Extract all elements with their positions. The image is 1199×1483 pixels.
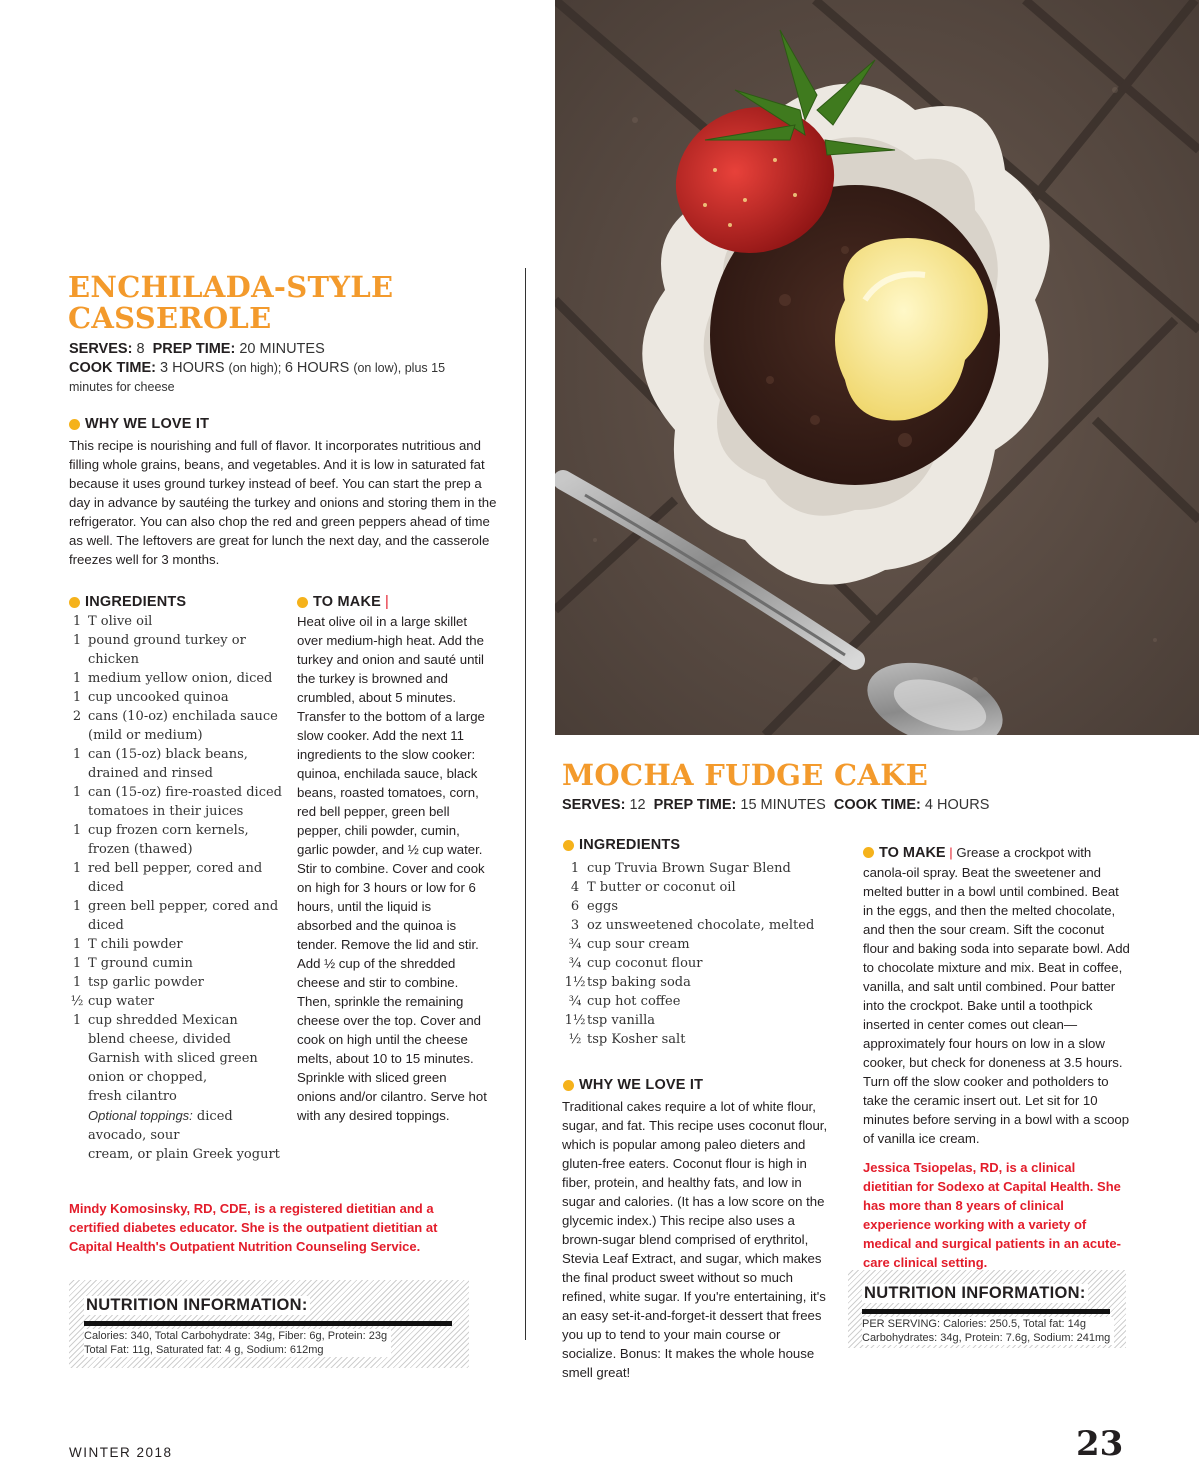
ingredient-row: [66, 783, 286, 802]
mocha-make-block: [863, 843, 1131, 1148]
ingredient-qty: [66, 1049, 88, 1068]
ingredient-qty: ¾: [568, 994, 582, 1009]
optional-line2: avocado, sour: [88, 1128, 180, 1143]
ingredient-qty: [66, 840, 88, 859]
make-separator: |: [385, 594, 389, 610]
ingredient-qty: 1½: [564, 975, 586, 990]
ingredient-item: medium yellow onion, diced: [88, 671, 273, 686]
ingredient-item: cup sour cream: [587, 937, 690, 952]
mocha-nutrition-rule: [862, 1309, 1110, 1314]
enchilada-why-heading: WHY WE LOVE IT: [69, 416, 209, 432]
cook-value-b: 6 HOURS: [284, 360, 350, 376]
ingredient-qty: 1: [72, 633, 82, 648]
cook-value-a: 3 HOURS: [160, 360, 225, 376]
ingredient-row: [66, 1087, 286, 1106]
ingredient-row: [66, 1030, 286, 1049]
ingredient-row: [66, 631, 286, 650]
ingredient-qty: [66, 1087, 88, 1106]
ingredient-qty: 6: [570, 899, 580, 914]
ingredient-item: green bell pepper, cored and: [88, 899, 279, 914]
ingredient-qty: 1: [72, 747, 82, 762]
ingredient-item: cup water: [88, 994, 155, 1009]
ingredient-qty: [66, 802, 88, 821]
serves-label: SERVES:: [69, 341, 133, 357]
ingredient-qty: 2: [72, 709, 82, 724]
ingredient-row: [66, 1011, 286, 1030]
cake-photo-illustration: [555, 0, 1199, 735]
mocha-title: MOCHA FUDGE CAKE: [562, 758, 929, 792]
ingredient-qty: 1: [72, 671, 82, 686]
cook-value-b-note: (on low), plus 15: [353, 361, 446, 375]
ingredient-row: [563, 973, 853, 992]
ingredient-qty: 1: [72, 785, 82, 800]
ingredient-row: [563, 878, 853, 897]
bullet-dot-icon: [297, 597, 308, 608]
ingredient-row: [66, 1049, 286, 1068]
optional-label: Optional toppings:: [88, 1108, 193, 1123]
mocha-serves-label: SERVES:: [562, 797, 626, 813]
ingredient-item: cup hot coffee: [587, 994, 681, 1009]
ingredient-row: [66, 935, 286, 954]
ingredient-qty: [66, 878, 88, 897]
mocha-ingredients-list: [563, 859, 853, 1049]
ingredient-item: oz unsweetened chocolate, melted: [587, 918, 815, 933]
ingredient-item: frozen (thawed): [88, 842, 193, 857]
nutrition-heading: NUTRITION INFORMATION:: [86, 1296, 308, 1314]
ingredient-item: cup coconut flour: [587, 956, 703, 971]
ingredient-row: [66, 669, 286, 688]
ingredient-item: T ground cumin: [88, 956, 193, 971]
serves-value: 8: [136, 341, 145, 357]
ingredient-qty: [66, 1068, 88, 1087]
ingredient-row: [66, 840, 286, 859]
enchilada-title-line1: ENCHILADA-STYLE: [68, 270, 394, 304]
enchilada-meta: [69, 340, 509, 397]
ingredient-qty: 1: [72, 937, 82, 952]
prep-value: 20 MINUTES: [239, 341, 325, 357]
ingredient-row: [66, 859, 286, 878]
mocha-nutrition-box: [848, 1270, 1126, 1348]
ingredient-item: diced: [88, 918, 124, 933]
ingredient-row: [563, 916, 853, 935]
enchilada-title: [68, 272, 393, 335]
ingredient-qty: 1½: [564, 1013, 586, 1028]
mocha-nutrition-details: PER SERVING: Calories: 250.5, Total fat: 14g Carbohydrates: 34g, Protein: 7.6g, Sodium: 241mg: [862, 1317, 1114, 1345]
ingredient-item: can (15-oz) black beans,: [88, 747, 248, 762]
ingredient-qty: [66, 1030, 88, 1049]
ingredient-item: onion or chopped,: [88, 1070, 208, 1085]
ingredient-qty: [66, 726, 88, 745]
mocha-prep-label: PREP TIME:: [653, 797, 737, 813]
mocha-meta: [562, 796, 1182, 815]
ingredient-item: (mild or medium): [88, 728, 203, 743]
ingredient-item: drained and rinsed: [88, 766, 213, 781]
mocha-author-bio: Jessica Tsiopelas, RD, is a clinical dietitian for Sodexo at Capital Health. She has more than 8 years of clinical experience working with a variety of medical and surgical patients in an acute-care clinical setting.: [863, 1160, 1121, 1270]
ingredient-item: fresh cilantro: [88, 1089, 177, 1104]
mocha-cake-photo: [555, 0, 1199, 735]
prep-label: PREP TIME:: [152, 341, 236, 357]
ingredient-row: [66, 954, 286, 973]
ingredient-row: [563, 1011, 853, 1030]
ingredient-qty: 1: [72, 956, 82, 971]
ingredient-item: pound ground turkey or: [88, 633, 246, 648]
ingredient-qty: 1: [570, 861, 580, 876]
enchilada-title-line2: CASSEROLE: [68, 301, 272, 336]
ingredient-item: tsp vanilla: [587, 1013, 656, 1028]
ingredient-item: Garnish with sliced green: [88, 1051, 258, 1066]
ingredient-row: [66, 1068, 286, 1087]
ingredient-item: cup uncooked quinoa: [88, 690, 229, 705]
bullet-dot-icon: [863, 847, 874, 858]
ingredient-qty: 1: [72, 690, 82, 705]
ingredient-qty: 1: [72, 823, 82, 838]
ingredient-row: [66, 745, 286, 764]
ingredient-qty: ½: [70, 994, 84, 1009]
ingredient-qty: 1: [72, 975, 82, 990]
enchilada-why-text: This recipe is nourishing and full of flavor. It incorporates nutritious and filling whole grains, beans, and vegetables. And it is low in saturated fat because it uses ground turkey instead of beef. You can start the prep a day in advance by sautéing the turkey and onions and storing them in the refrigerator. You can also chop the red and green peppers ahead of time as well. The leftovers are great for lunch the next day, and the casserole freezes well for 3 months.: [69, 438, 497, 567]
ingredient-row: [66, 650, 286, 669]
ingredient-qty: 1: [72, 899, 82, 914]
ingredient-qty: [66, 650, 88, 669]
ingredient-item: tsp baking soda: [587, 975, 691, 990]
ingredient-item: T olive oil: [88, 614, 153, 629]
enchilada-optional-toppings: [66, 1106, 286, 1164]
ingredient-row: [563, 954, 853, 973]
bullet-dot-icon: [563, 1080, 574, 1091]
ingredient-qty: [66, 764, 88, 783]
mocha-ingredients-heading: INGREDIENTS: [563, 837, 680, 853]
ingredient-qty: 1: [72, 614, 82, 629]
mocha-nutrition-heading: NUTRITION INFORMATION:: [864, 1284, 1086, 1302]
ingredient-qty: 3: [570, 918, 580, 933]
page-number: 23: [1076, 1424, 1124, 1464]
ingredient-item: blend cheese, divided: [88, 1032, 231, 1047]
ingredient-row: [66, 802, 286, 821]
issue-label: WINTER 2018: [69, 1445, 173, 1460]
mocha-make-text: Grease a crockpot with canola-oil spray. Beat the sweetener and melted butter in a bowl until combined. Beat in the eggs, and then the melted chocolate, and then the sour cream. Sift the coconut flour and baking soda into separate bowl. Add to chocolate mixture and mix. Beat in coffee, vanilla, and salt until combined. Pour batter into the crockpot. Bake until a toothpick inserted in center comes out clean—approximately four hours on low in a slow cooker, but check for doneness at 3.5 hours. Turn off the slow cooker and potholders to take the ceramic insert out. Let sit for 10 minutes before serving in a bowl with a scoop of vanilla ice cream.: [863, 845, 1130, 1146]
enchilada-make-heading: TO MAKE |: [297, 594, 389, 610]
ingredient-row: [66, 897, 286, 916]
ingredient-row: [563, 859, 853, 878]
ingredient-item: tomatoes in their juices: [88, 804, 244, 819]
mocha-serves-value: 12: [629, 797, 646, 813]
enchilada-author-bio: Mindy Komosinsky, RD, CDE, is a registered dietitian and a certified diabetes educator. She is the outpatient dietitian at Capital Health's Outpatient Nutrition Counseling Service.: [69, 1201, 438, 1254]
ingredient-item: tsp Kosher salt: [587, 1032, 686, 1047]
ingredient-row: [563, 935, 853, 954]
ingredient-item: cup shredded Mexican: [88, 1013, 238, 1028]
optional-line3: cream, or plain Greek yogurt: [88, 1147, 280, 1162]
ingredient-qty: ¾: [568, 937, 582, 952]
ingredient-item: red bell pepper, cored and: [88, 861, 263, 876]
nutrition-rule: [84, 1321, 452, 1326]
mocha-why-heading: WHY WE LOVE IT: [563, 1077, 703, 1093]
ingredient-item: T chili powder: [88, 937, 183, 952]
mocha-cook-value: 4 HOURS: [924, 797, 990, 813]
ingredient-qty: [66, 916, 88, 935]
ingredient-row: [66, 992, 286, 1011]
bullet-dot-icon: [563, 840, 574, 851]
ingredient-item: T butter or coconut oil: [587, 880, 736, 895]
optional-line1: diced: [192, 1109, 233, 1124]
ingredient-row: [66, 973, 286, 992]
enchilada-ingredients-list: [66, 612, 286, 1106]
ingredient-row: [66, 878, 286, 897]
ingredient-row: [563, 992, 853, 1011]
cook-value-a-note: (on high);: [228, 361, 285, 375]
mocha-why-text: Traditional cakes require a lot of white flour, sugar, and fat. This recipe uses coconut flour, which is popular among paleo dieters and gluten-free eaters. Coconut flour is high in fiber, protein, and healthy fats, and low in sugar and calories. (It has a low score on the glycemic index.) This recipe also uses a brown-sugar blend comprised of erythritol, Stevia Leaf Extract, and sugar, which makes the final product sweet without so much refined, white sugar. If you're entertaining, it's an easy set-it-and-forget-it dessert that frees you up to tend to your main course or socialize. Bonus: It makes the whole house smell great!: [562, 1099, 828, 1380]
ingredient-row: [563, 897, 853, 916]
column-divider: [525, 268, 526, 1340]
ingredient-row: [66, 707, 286, 726]
cook-value-c: minutes for cheese: [69, 380, 175, 394]
ingredient-row: [66, 916, 286, 935]
ingredient-row: [563, 1030, 853, 1049]
ingredient-row: [66, 612, 286, 631]
ingredient-qty: ½: [568, 1032, 582, 1047]
ingredient-item: cup frozen corn kernels,: [88, 823, 249, 838]
ingredient-item: cup Truvia Brown Sugar Blend: [587, 861, 791, 876]
enchilada-nutrition-box: [69, 1280, 469, 1368]
enchilada-ingredients-heading: INGREDIENTS: [69, 594, 186, 610]
mocha-cook-label: COOK TIME:: [833, 797, 921, 813]
bullet-dot-icon: [69, 419, 80, 430]
ingredient-qty: 1: [72, 1013, 82, 1028]
ingredient-row: [66, 764, 286, 783]
ingredient-qty: 4: [570, 880, 580, 895]
ingredient-item: cans (10-oz) enchilada sauce: [88, 709, 278, 724]
bullet-dot-icon: [69, 597, 80, 608]
ingredient-qty: 1: [72, 861, 82, 876]
mocha-make-separator: |: [949, 845, 953, 860]
ingredient-row: [66, 821, 286, 840]
ingredient-qty: ¾: [568, 956, 582, 971]
ingredient-row: [66, 726, 286, 745]
nutrition-details: Calories: 340, Total Carbohydrate: 34g, Fiber: 6g, Protein: 23g Total Fat: 11g, Saturated fat: 4 g, Sodium: 612mg: [84, 1329, 391, 1357]
mocha-make-heading: TO MAKE: [879, 845, 946, 861]
mocha-prep-value: 15 MINUTES: [740, 797, 826, 813]
ingredient-item: tsp garlic powder: [88, 975, 204, 990]
ingredient-item: eggs: [587, 899, 619, 914]
ingredient-row: [66, 688, 286, 707]
ingredient-item: can (15-oz) fire-roasted diced: [88, 785, 283, 800]
ingredient-item: diced: [88, 880, 124, 895]
enchilada-make-text: Heat olive oil in a large skillet over medium-high heat. Add the turkey and onion and sauté until the turkey is browned and crumbled, about 5 minutes. Transfer to the bottom of a large slow cooker. Add the next 11 ingredients to the slow cooker: quinoa, enchilada sauce, black beans, roasted tomatoes, corn, red bell pepper, green bell pepper, chili powder, cumin, garlic powder, and ½ cup water. Stir to combine. Cover and cook on high for 3 hours or low for 6 hours, until the liquid is absorbed and the quinoa is tender. Remove the lid and stir. Add ½ cup of the shredded cheese and stir to combine. Then, sprinkle the remaining cheese over the top. Cover and cook on high until the cheese melts, about 10 to 15 minutes. Sprinkle with sliced green onions and/or cilantro. Serve hot with any desired toppings.: [297, 614, 487, 1123]
cook-label: COOK TIME:: [69, 360, 156, 376]
ingredient-item: chicken: [88, 652, 140, 667]
